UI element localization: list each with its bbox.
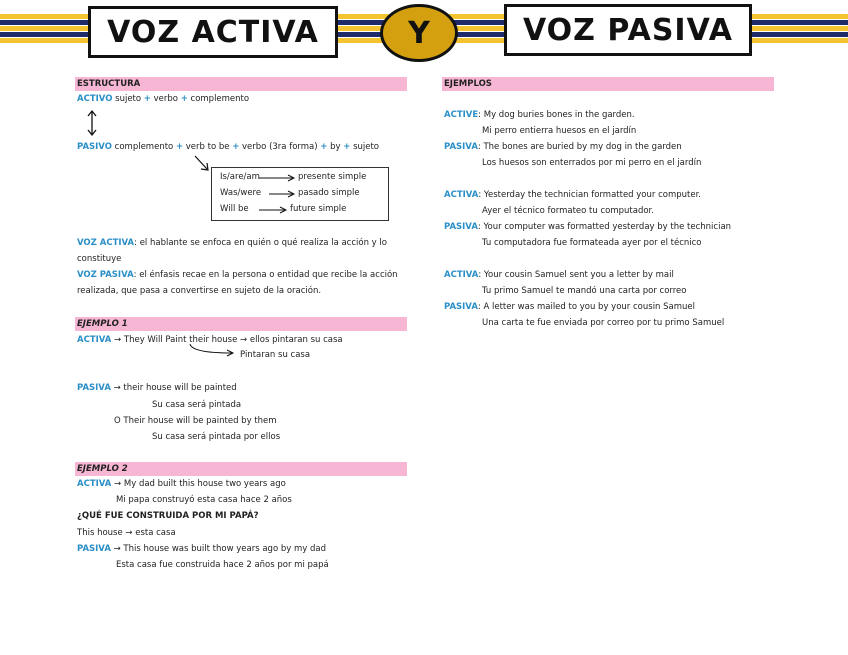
ej1-pasiva-translation: Su casa será pintada bbox=[152, 400, 242, 410]
pasivo-structure: PASIVO complemento + verb to be + verbo (3ra forma) + by + sujeto bbox=[77, 142, 380, 152]
ejemplo-6-en: PASIVA: A letter was mailed to you by your cousin Samuel bbox=[444, 302, 696, 312]
section-heading-ejemplos: EJEMPLOS bbox=[442, 77, 774, 91]
ej1-alt: O Their house will be painted by them bbox=[114, 416, 277, 426]
tense-row-future-name: future simple bbox=[290, 204, 347, 214]
ejemplo-3-es: Ayer el técnico formateo tu computador. bbox=[482, 206, 654, 216]
tense-row-future-form: Will be bbox=[220, 204, 249, 214]
ej2-pasiva-translation: Esta casa fue construida hace 2 años por mi papá bbox=[116, 560, 329, 570]
tense-row-past-name: pasado simple bbox=[298, 188, 360, 198]
title-voz-activa: VOZ ACTIVA bbox=[88, 6, 338, 58]
pasivo-label: PASIVO bbox=[77, 142, 112, 152]
ejemplo-1-es: Mi perro entierra huesos en el jardín bbox=[482, 126, 637, 136]
section-heading-ejemplo2: EJEMPLO 2 bbox=[75, 462, 407, 476]
ej1-activa: ACTIVA → They Will Paint their house → ellos pintaran su casa bbox=[77, 335, 343, 345]
activo-label: ACTIVO bbox=[77, 94, 113, 104]
ej2-pasiva: PASIVA → This house was built thow years ago by my dad bbox=[77, 544, 326, 554]
ejemplo-5-es: Tu primo Samuel te mandó una carta por correo bbox=[482, 286, 687, 296]
ejemplo-4-es: Tu computadora fue formateada ayer por el técnico bbox=[482, 238, 702, 248]
ejemplo-2-es: Los huesos son enterrados por mi perro en el jardín bbox=[482, 158, 702, 168]
tense-row-present-name: presente simple bbox=[298, 172, 367, 182]
ej2-answer: This house → esta casa bbox=[77, 528, 176, 538]
ejemplo-5-en: ACTIVA: Your cousin Samuel sent you a letter by mail bbox=[444, 270, 674, 280]
ej1-pasiva: PASIVA → their house will be painted bbox=[77, 383, 237, 393]
ej2-question: ¿QUÉ FUE CONSTRUIDA POR MI PAPÁ? bbox=[77, 511, 259, 521]
activo-structure: ACTIVO sujeto + verbo + complemento bbox=[77, 94, 250, 104]
ejemplo-1-en: ACTIVE: My dog buries bones in the garden. bbox=[444, 110, 635, 120]
ejemplo-2-en: PASIVA: The bones are buried by my dog in the garden bbox=[444, 142, 682, 152]
def-activa-line1: VOZ ACTIVA: el hablante se enfoca en quién o qué realiza la acción y lo bbox=[77, 238, 387, 248]
ej1-activa-sub: Pintaran su casa bbox=[240, 350, 311, 360]
double-arrow-icon bbox=[86, 108, 98, 138]
ejemplo-3-en: ACTIVA: Yesterday the technician formatted your computer. bbox=[444, 190, 701, 200]
tense-row-present-form: Is/are/am bbox=[220, 172, 260, 182]
connector-y: Y bbox=[380, 4, 458, 62]
def-activa-line2: constituye bbox=[77, 254, 122, 264]
ej1-alt-translation: Su casa será pintada por ellos bbox=[152, 432, 281, 442]
ejemplo-4-en: PASIVA: Your computer was formatted yesterday by the technician bbox=[444, 222, 732, 232]
section-heading-estructura: ESTRUCTURA bbox=[75, 77, 407, 91]
def-pasiva-line1: VOZ PASIVA: el énfasis recae en la persona o entidad que recibe la acción bbox=[77, 270, 398, 280]
ejemplo-6-es: Una carta te fue enviada por correo por tu primo Samuel bbox=[482, 318, 725, 328]
title-voz-pasiva: VOZ PASIVA bbox=[504, 4, 752, 56]
def-pasiva-line2: realizada, que pasa a convertirse en sujeto de la oración. bbox=[77, 286, 322, 296]
ej1-curve-arrow-icon bbox=[188, 342, 240, 358]
tense-row-past-form: Was/were bbox=[220, 188, 262, 198]
ej2-activa: ACTIVA → My dad built this house two years ago bbox=[77, 479, 286, 489]
arrow-to-box-icon bbox=[193, 154, 213, 174]
ej2-activa-translation: Mi papa construyó esta casa hace 2 años bbox=[116, 495, 292, 505]
section-heading-ejemplo1: EJEMPLO 1 bbox=[75, 317, 407, 331]
